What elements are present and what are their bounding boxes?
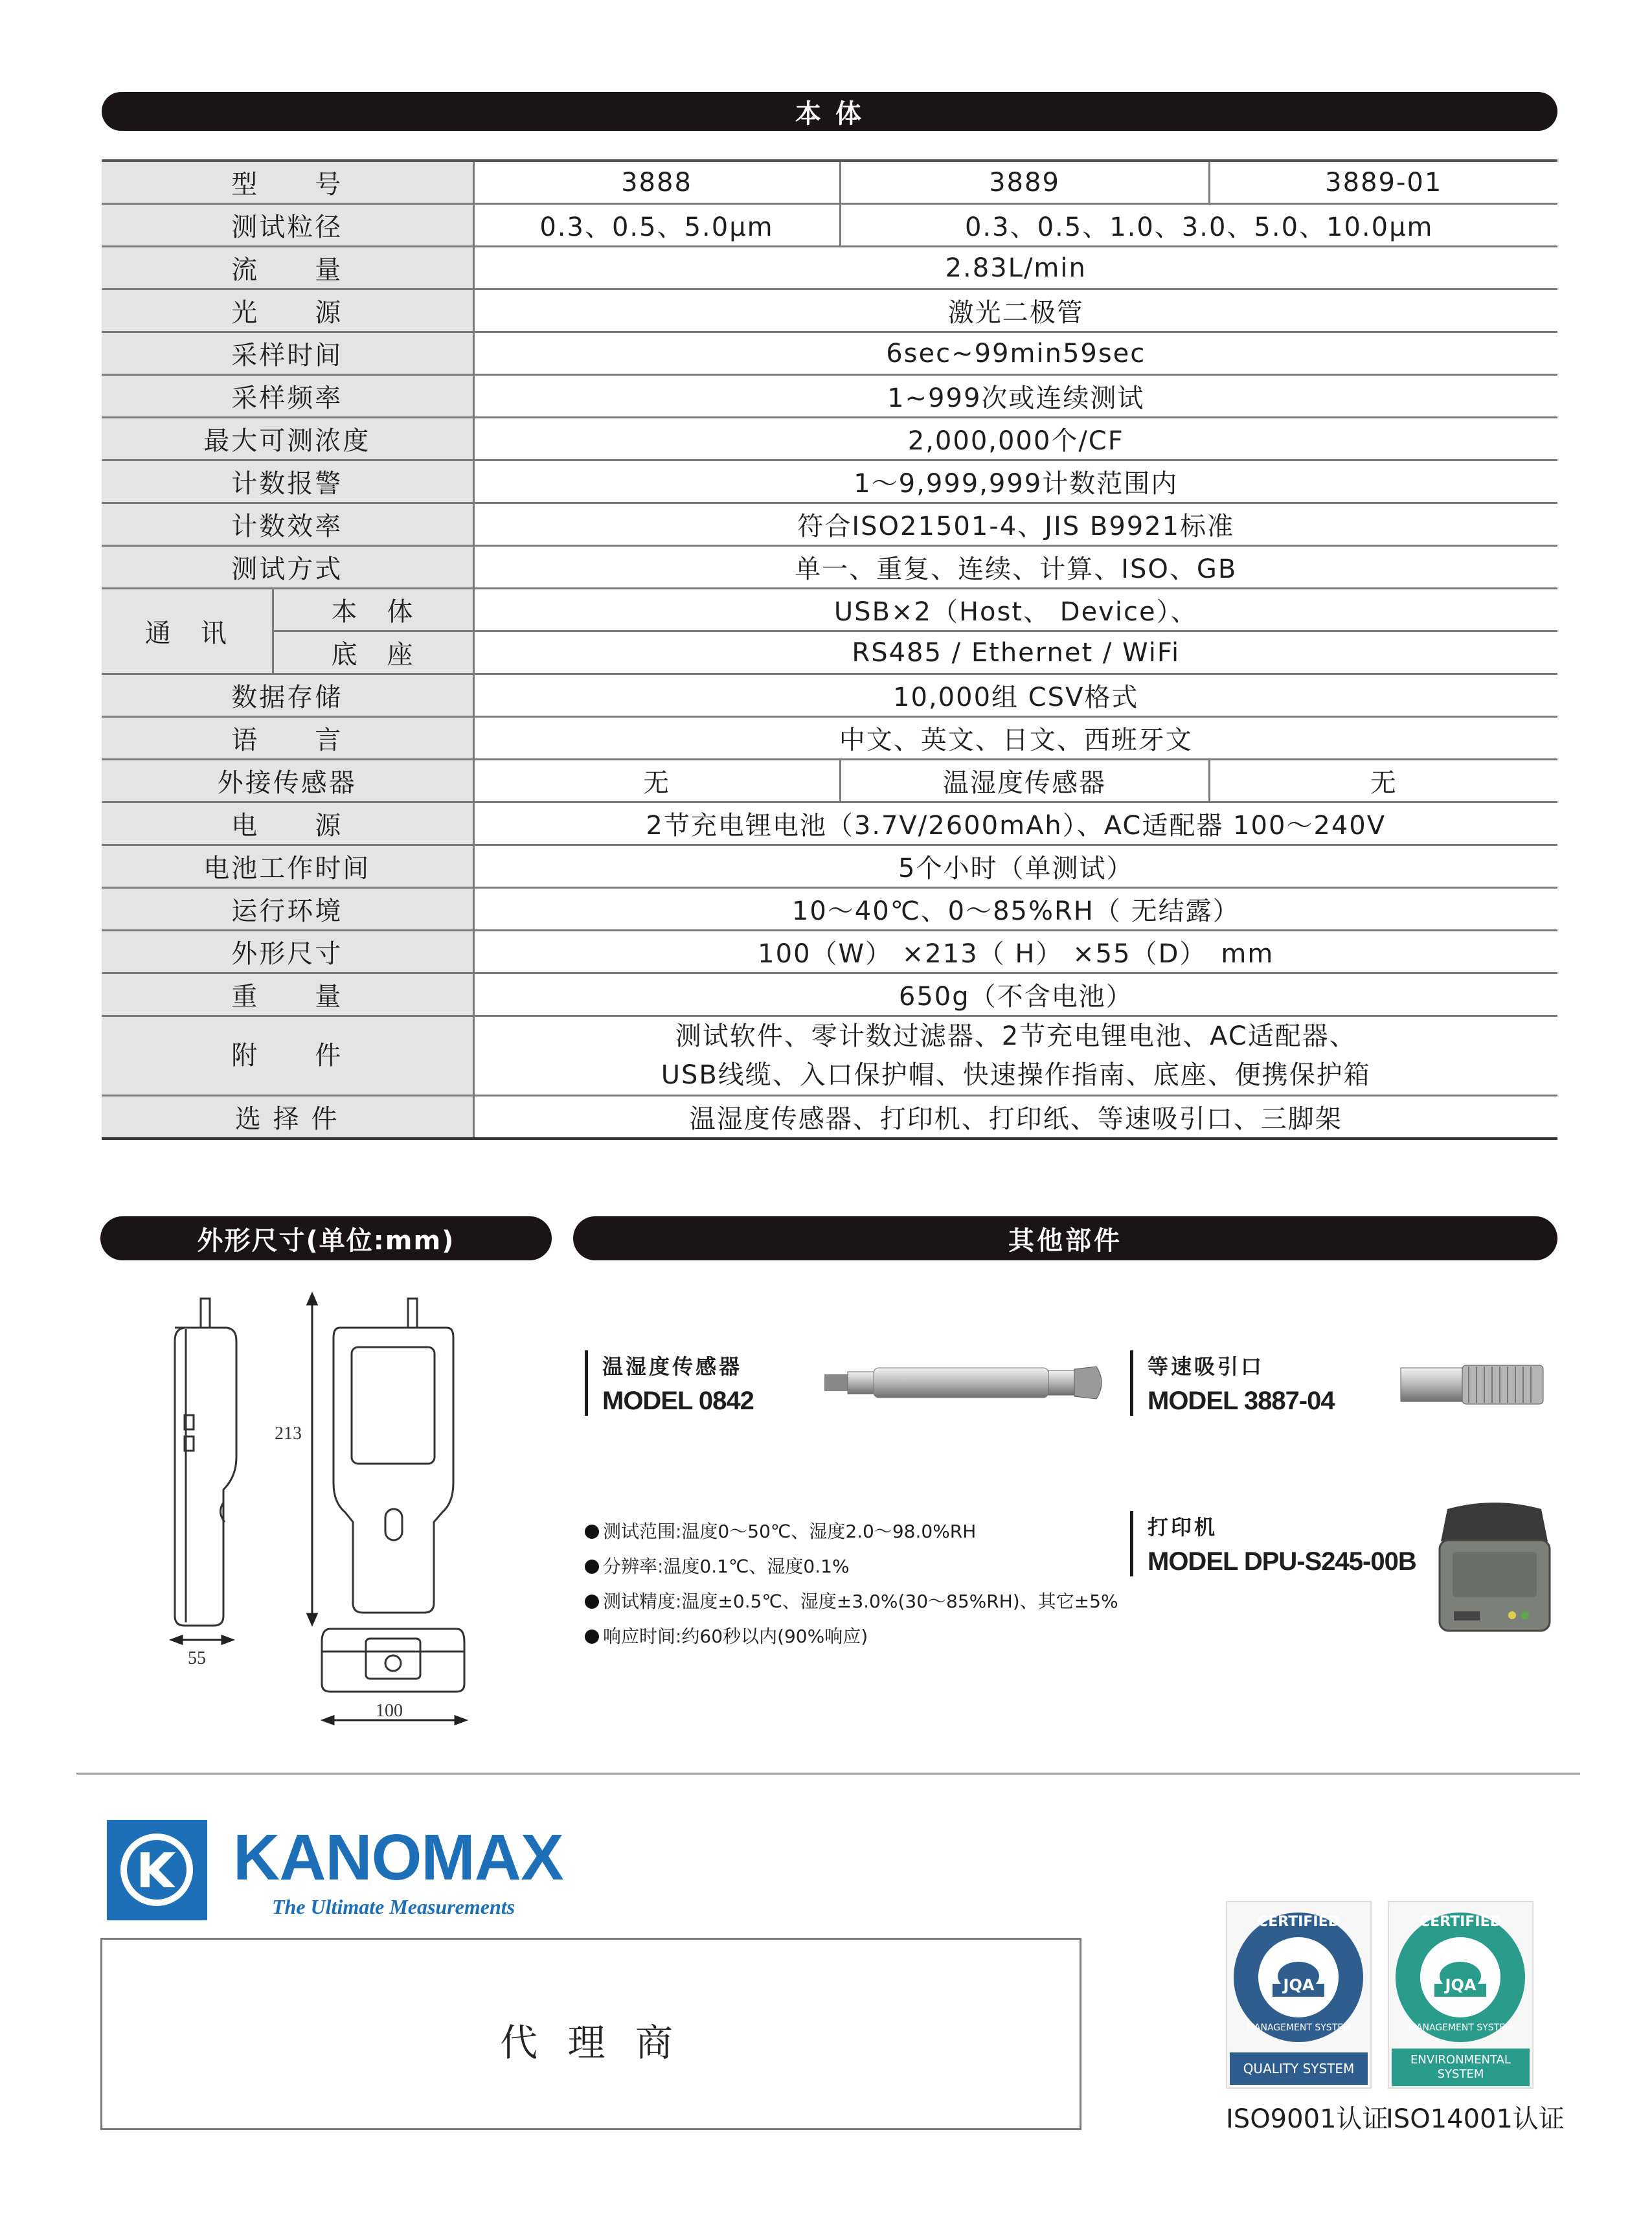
particle-3888: 0.3、0.5、5.0μm <box>473 204 840 247</box>
row-value: 符合ISO21501-4、JIS B9921标准 <box>473 503 1557 546</box>
comm-label: 通 讯 <box>102 589 273 674</box>
table-row <box>102 503 1557 546</box>
cert-env-caption-line2: SYSTEM <box>1437 2067 1484 2081</box>
cert-quality-caption: QUALITY SYSTEM <box>1230 2052 1368 2085</box>
front-screen <box>352 1347 435 1464</box>
cert-quality-mid: JQA <box>1283 1976 1315 1994</box>
table-row <box>102 460 1557 503</box>
accessory-line-1: 测试软件、零计数过滤器、2节充电锂电池、AC适配器、 <box>675 1021 1357 1051</box>
bullet-icon <box>585 1525 599 1539</box>
sensor-3888: 无 <box>473 760 840 802</box>
cert-env-badge <box>1388 1901 1533 2089</box>
sensor-spec-text: 测试精度:温度±0.5℃、湿度±3.0%(30〜85%RH)、其它±5% <box>603 1591 1118 1612</box>
storage-label: 数据存储 <box>102 674 473 717</box>
cert-env-mid: JQA <box>1445 1976 1477 1994</box>
table-row <box>102 204 1557 247</box>
product-isokinetic-name: 等速吸引口 <box>1148 1354 1265 1379</box>
section-header-accessories-text: 其他部件 <box>1008 1225 1122 1256</box>
row-label: 计数效率 <box>102 503 473 546</box>
comm-base-value: RS485 / Ethernet / WiFi <box>473 631 1557 674</box>
printer-image <box>1434 1496 1554 1639</box>
row-label: 计数报警 <box>102 460 473 503</box>
list-item <box>585 1549 1118 1584</box>
row-label: 流 量 <box>102 247 473 290</box>
table-row <box>102 888 1557 931</box>
iso14001-caption: ISO14001认证 <box>1386 2104 1565 2134</box>
bullet-icon <box>585 1560 599 1574</box>
row-label: 采样时间 <box>102 332 473 375</box>
particle-label: 测试粒径 <box>102 204 473 247</box>
table-row <box>102 375 1557 418</box>
table-row <box>102 332 1557 375</box>
table-row <box>102 973 1557 1016</box>
table-row <box>102 247 1557 290</box>
row-label: 采样频率 <box>102 375 473 418</box>
divider <box>76 1773 1580 1775</box>
row-value: 2节充电锂电池（3.7V/2600mAh）、AC适配器 100〜240V <box>473 802 1557 845</box>
product-sensor-model: MODEL 0842 <box>602 1387 754 1415</box>
table-row <box>102 589 1557 631</box>
language-label: 语 言 <box>102 717 473 760</box>
table-row <box>102 1096 1557 1139</box>
section-header-dimensions <box>100 1216 552 1260</box>
accessory-label: 附 件 <box>102 1016 473 1096</box>
bullet-icon <box>585 1630 599 1644</box>
sensor-spec-list <box>585 1514 1118 1654</box>
dealer-box <box>100 1938 1081 2130</box>
spec-table-body <box>102 161 1557 1139</box>
list-item <box>585 1584 1118 1619</box>
front-button <box>385 1509 402 1540</box>
accessory-value <box>473 1016 1557 1096</box>
cert-quality-badge <box>1226 1901 1372 2089</box>
dimension-drawing <box>146 1289 482 1742</box>
row-value: 1~999次或连续测试 <box>473 375 1557 418</box>
option-value: 温湿度传感器、打印机、打印纸、等速吸引口、三脚架 <box>473 1096 1557 1139</box>
sensor-probe-image <box>818 1354 1109 1412</box>
table-row <box>102 631 1557 674</box>
table-row <box>102 674 1557 717</box>
table-row <box>102 546 1557 589</box>
storage-value: 10,000组 CSV格式 <box>473 674 1557 717</box>
row-value: 5个小时（单测试） <box>473 845 1557 888</box>
row-value: 单一、重复、连续、计算、ISO、GB <box>473 546 1557 589</box>
table-row <box>102 418 1557 460</box>
section-header-main-text: 本 体 <box>795 98 864 129</box>
row-value: 2.83L/min <box>473 247 1557 290</box>
dealer-label: 代 理 商 <box>500 2021 682 2065</box>
row-value: 2,000,000个/CF <box>473 418 1557 460</box>
row-label: 光 源 <box>102 290 473 332</box>
table-row <box>102 290 1557 332</box>
product-sensor-name: 温湿度传感器 <box>602 1354 743 1379</box>
model-3889: 3889 <box>840 161 1209 204</box>
model-label: 型 号 <box>102 161 473 204</box>
row-label: 测试方式 <box>102 546 473 589</box>
product-printer-name: 打印机 <box>1148 1515 1218 1539</box>
dimension-depth-label: 55 <box>188 1648 206 1668</box>
model-3888: 3888 <box>473 161 840 204</box>
table-row <box>102 845 1557 888</box>
table-row <box>102 1016 1557 1096</box>
accessory-line-2: USB线缆、入口保护帽、快速操作指南、底座、便携保护箱 <box>661 1060 1371 1090</box>
row-label: 电池工作时间 <box>102 845 473 888</box>
language-value: 中文、英文、日文、西班牙文 <box>473 717 1557 760</box>
kanomax-logo-icon <box>107 1820 207 1920</box>
side-antenna <box>201 1299 210 1328</box>
row-value: 1〜9,999,999计数范围内 <box>473 460 1557 503</box>
row-value: 650g（不含电池） <box>473 973 1557 1016</box>
option-label: 选 择 件 <box>102 1096 473 1139</box>
isokinetic-probe-image <box>1397 1360 1553 1412</box>
row-value: 6sec~99min59sec <box>473 332 1557 375</box>
sensor-label: 外接传感器 <box>102 760 473 802</box>
section-header-main <box>102 92 1557 131</box>
iso9001-caption: ISO9001认证 <box>1226 2104 1388 2134</box>
comm-base-label: 底 座 <box>273 631 473 674</box>
row-value: 10〜40℃、0〜85%RH（ 无结露） <box>473 888 1557 931</box>
list-item <box>585 1514 1118 1549</box>
spec-table <box>102 159 1557 1140</box>
product-sensor-title <box>585 1350 754 1416</box>
cert-env-top: CERTIFIED <box>1420 1914 1502 1930</box>
row-label: 运行环境 <box>102 888 473 931</box>
row-label: 最大可测浓度 <box>102 418 473 460</box>
product-isokinetic-model: MODEL 3887-04 <box>1148 1387 1335 1415</box>
product-printer-title <box>1130 1511 1416 1576</box>
front-antenna <box>408 1299 417 1328</box>
cert-quality-ring: MANAGEMENT SYSTEM <box>1246 2023 1352 2033</box>
cert-quality-top: CERTIFIED <box>1258 1914 1340 1930</box>
row-label: 外形尺寸 <box>102 931 473 973</box>
row-label: 电 源 <box>102 802 473 845</box>
brand-tagline: The Ultimate Measurements <box>272 1895 515 1918</box>
model-3889-01: 3889-01 <box>1209 161 1557 204</box>
sensor-spec-text: 分辨率:温度0.1℃、湿度0.1% <box>603 1556 850 1577</box>
table-row <box>102 717 1557 760</box>
section-header-accessories <box>573 1216 1557 1260</box>
dimension-height-label: 213 <box>275 1424 302 1444</box>
sensor-spec-text: 响应时间:约60秒以内(90%响应) <box>603 1626 868 1647</box>
particle-3889: 0.3、0.5、1.0、3.0、5.0、10.0μm <box>840 204 1557 247</box>
product-isokinetic-title <box>1130 1350 1335 1416</box>
sensor-spec-text: 测试范围:温度0〜50℃、湿度2.0〜98.0%RH <box>603 1521 977 1542</box>
brand-name: KANOMAX <box>233 1821 563 1894</box>
table-row <box>102 161 1557 204</box>
cert-env-caption <box>1392 2049 1530 2086</box>
table-row <box>102 760 1557 802</box>
sensor-3889: 温湿度传感器 <box>840 760 1209 802</box>
cert-env-ring: MANAGEMENT SYSTEM <box>1408 2023 1513 2033</box>
row-value: 激光二极管 <box>473 290 1557 332</box>
table-row <box>102 802 1557 845</box>
row-label: 重 量 <box>102 973 473 1016</box>
comm-body-value: USB×2（Host、 Device）、 <box>473 589 1557 631</box>
list-item <box>585 1619 1118 1654</box>
table-row <box>102 931 1557 973</box>
product-printer-model: MODEL DPU-S245-00B <box>1148 1547 1416 1576</box>
row-value: 100（W） ×213（ H） ×55（D） mm <box>473 931 1557 973</box>
sensor-3889-01: 无 <box>1209 760 1557 802</box>
cert-env-caption-line1: ENVIRONMENTAL <box>1410 2053 1511 2067</box>
section-header-dimensions-text: 外形尺寸(单位:mm) <box>197 1225 455 1256</box>
side-body-outline <box>175 1328 236 1626</box>
bullet-icon <box>585 1595 599 1609</box>
comm-body-label: 本 体 <box>273 589 473 631</box>
dimension-width-label: 100 <box>376 1701 403 1721</box>
